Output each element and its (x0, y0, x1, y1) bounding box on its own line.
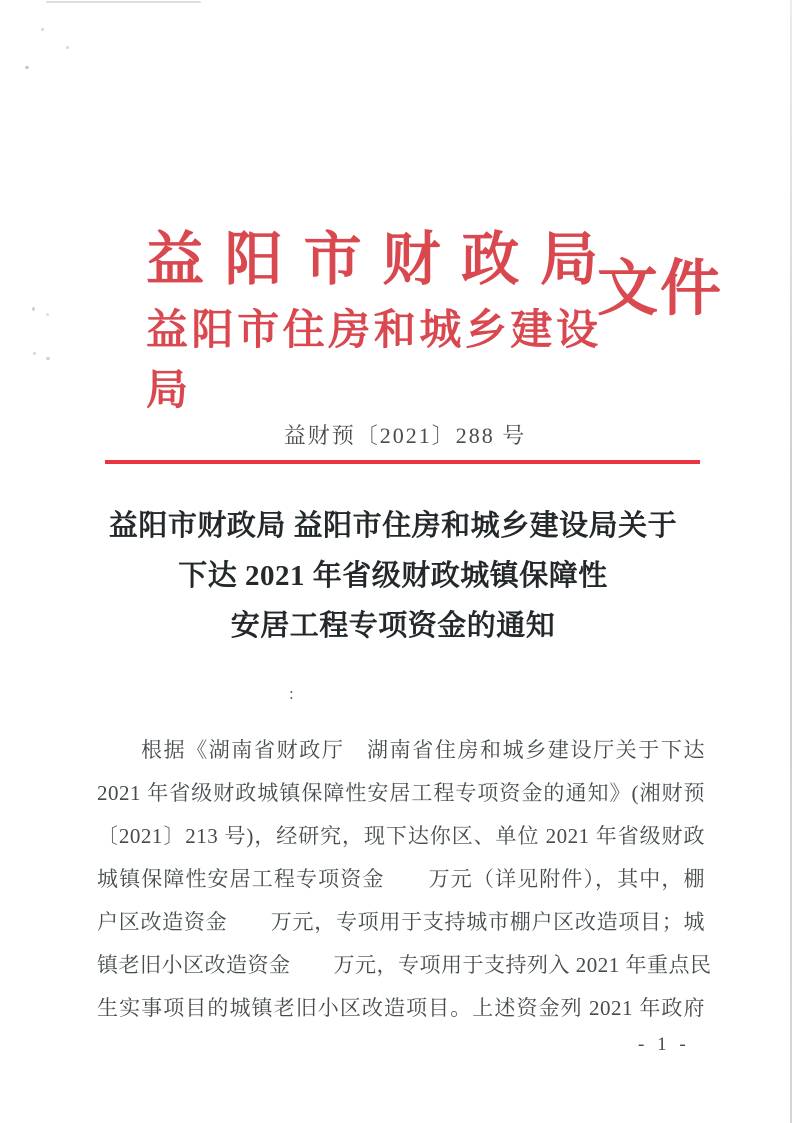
scan-speck (46, 313, 49, 316)
scan-smudge (46, 1, 201, 3)
document-title (55, 501, 731, 651)
body-line: 根据《湖南省财政厅 湖南省住房和城乡建设厅关于下达 (141, 738, 705, 762)
title-line-2: 下达 2021 年省级财政城镇保障性 (178, 560, 608, 592)
body-line: 户区改造资金 万元，专项用于支持城市棚户区改造项目；城 (97, 910, 705, 934)
scan-speck (33, 352, 36, 355)
document-type-label: 文件 (597, 256, 724, 323)
body-line: 城镇保障性安居工程专项资金 万元（详见附件），其中，棚 (97, 867, 705, 891)
scan-speck (41, 28, 44, 31)
scan-speck (32, 307, 35, 311)
red-divider-rule (105, 460, 700, 464)
body-line: 2021 年省级财政城镇保障性安居工程专项资金的通知》(湘财预 (97, 781, 705, 805)
scan-speck (46, 357, 50, 360)
body-line: 生实事项目的城镇老旧小区改造项目。上述资金列 2021 年政府 (97, 996, 705, 1020)
scan-edge-shadow (790, 0, 792, 1123)
body-line: 〔2021〕213 号)，经研究，现下达你区、单位 2021 年省级财政 (97, 824, 705, 848)
agency-name-finance-bureau: 益阳市财政局 (146, 227, 598, 292)
scan-speck (66, 46, 69, 49)
body-line: 镇老旧小区改造资金 万元，专项用于支持列入 2021 年重点民 (97, 953, 712, 977)
letterhead-agencies (146, 224, 598, 421)
title-line-3: 安居工程专项资金的通知 (230, 610, 556, 642)
body-paragraph (97, 729, 712, 1030)
scan-speck (25, 66, 29, 69)
salutation-colon: : (289, 684, 294, 703)
agency-name-housing-bureau: 益阳市住房和城乡建设局 (146, 308, 598, 414)
page-number: - 1 - (638, 1034, 690, 1055)
document-number: 益财预〔2021〕288 号 (283, 423, 527, 448)
title-line-1: 益阳市财政局 益阳市住房和城乡建设局关于 (108, 510, 678, 542)
